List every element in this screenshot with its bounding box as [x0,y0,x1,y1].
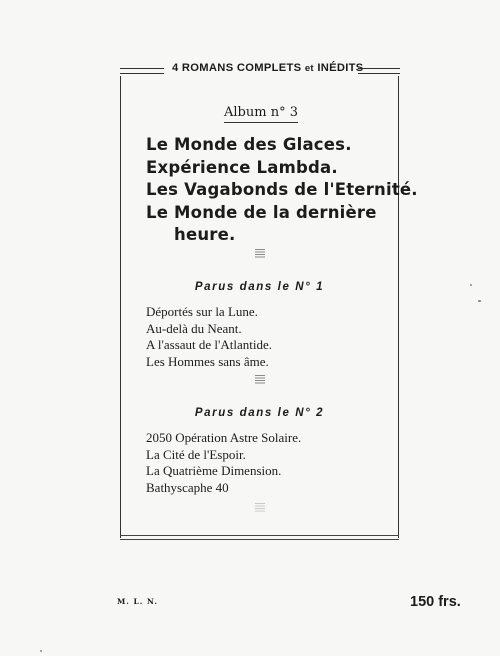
header-part-1: 4 ROMANS COMPLETS [172,62,302,74]
list-item: Au-delà du Neant. [146,320,242,336]
ornament-divider-3 [255,503,265,513]
title-3: Les Vagabonds de l'Eternité. [146,180,418,200]
title-2: Expérience Lambda. [146,157,338,177]
list-item: Les Hommes sans âme. [146,353,269,369]
paper-speck [470,284,472,286]
ornament-divider-2 [255,375,265,385]
frame-bottom-border [120,535,399,540]
header-banner [120,62,400,82]
ornament-divider-1 [255,249,265,259]
paper-speck [40,650,42,652]
header-text [172,62,364,74]
list-item: Déportés sur la Lune. [146,304,258,319]
header-part-2: et [304,63,314,74]
section-1-heading: Parus dans le N° 1 [194,281,325,293]
list-item: La Quatrième Dimension. [146,463,282,479]
frame-left-border [120,76,121,538]
list-item: Bathyscaphe 40 [146,479,229,495]
publisher-mark: M. L. N. [117,597,159,606]
header-rule-left [120,68,164,74]
album-label: Album n° 3 [224,105,298,123]
list-item: 2050 Opération Astre Solaire. [146,430,302,445]
list-item: La Cité de l'Espoir. [146,446,246,462]
header-part-3: INÉDITS [317,62,364,74]
paper-speck [478,300,481,302]
price-label: 150 frs. [410,594,461,610]
frame-right-border [398,76,399,538]
section-2-list [146,430,386,496]
title-4: Le Monde de la dernière [146,202,377,222]
header-rule-right [358,68,400,74]
album-titles [146,134,418,247]
title-4-continued: heure. [174,225,236,245]
section-2-heading: Parus dans le N° 2 [194,407,325,419]
list-item: A l'assaut de l'Atlantide. [146,337,272,353]
title-1: Le Monde des Glaces. [146,135,352,154]
section-1-list [146,304,386,370]
